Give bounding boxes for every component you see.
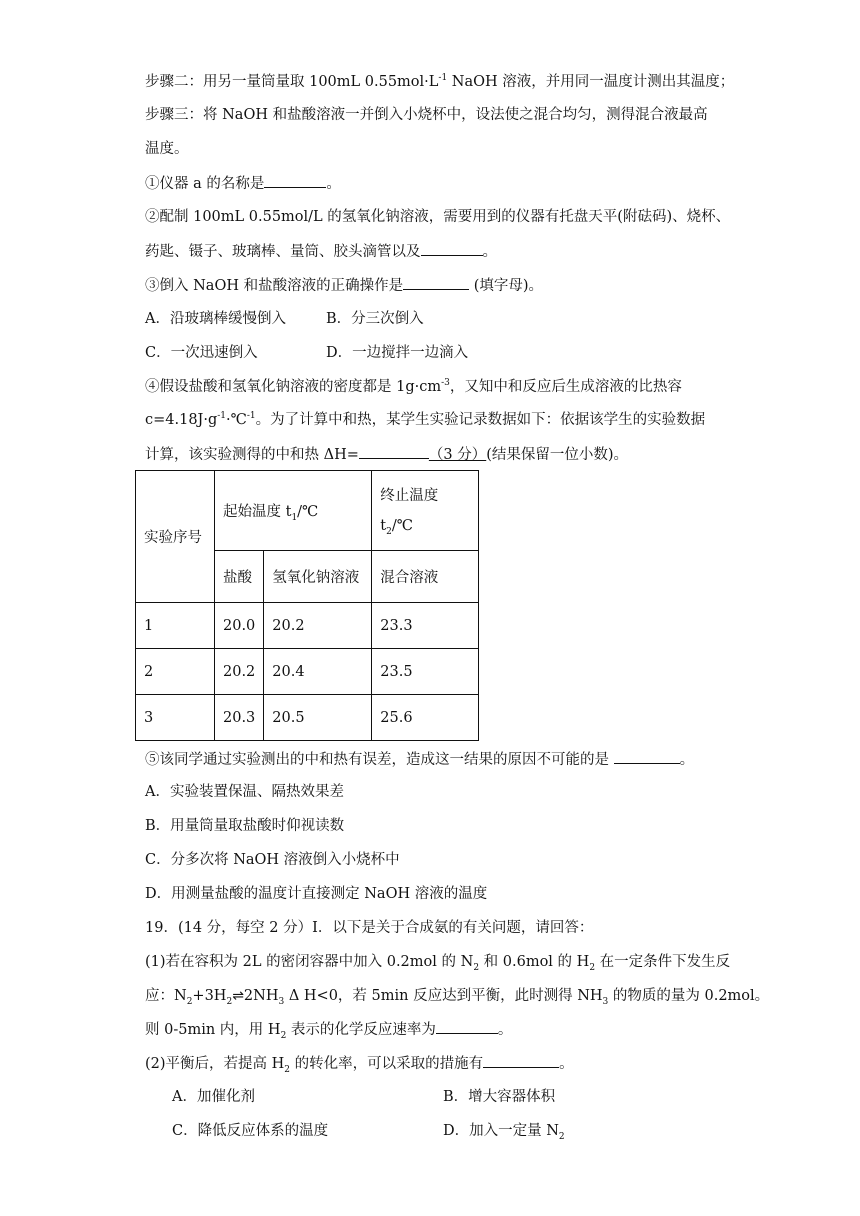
equilibrium-arrow-icon: ⇌ xyxy=(232,988,244,1004)
option-d: D．加入一定量 $N_2$ xyxy=(443,1123,565,1142)
step-three-line-1: 步骤三：将 NaOH 和盐酸溶液一并倒入小烧杯中，设法使之混合均匀，测得混合液最高 xyxy=(145,107,708,123)
question-2-line-1: ②配制 100mL 0.55mol/L 的氢氧化钠溶液，需要用到的仪器有托盘天平(附砝码)、烧杯、 xyxy=(145,209,731,225)
option-d: D．用测量盐酸的温度计直接测定 NaOH 溶液的温度 xyxy=(145,886,488,902)
answer-blank[interactable] xyxy=(421,241,483,256)
question-5: ⑤该同学通过实验测出的中和热有误差，造成这一结果的原因不可能的是 。 xyxy=(145,749,694,770)
answer-blank[interactable] xyxy=(483,1053,559,1068)
question-1: ①仪器 a 的名称是 。 xyxy=(145,173,341,194)
step-two-text: 步骤二：用另一量筒量取 100mL $0.55mol\cdot L^{-1}$ NaOH 溶液，并用同一温度计测出其温度； xyxy=(145,73,735,90)
option-c: C．降低反应体系的温度 xyxy=(172,1123,329,1139)
table-row: 2 20.2 20.4 23.5 xyxy=(136,649,479,695)
question-19-title: 19．(14 分，每空 2 分）Ⅰ．以下是关于合成氨的有关问题，请回答： xyxy=(145,920,594,936)
option-b: B．增大容器体积 xyxy=(443,1089,556,1105)
question-4-line-1: ④假设盐酸和氢氧化钠溶液的密度都是 $1g\cdot cm^{-3}$，又知中和反应后生成溶液的比热容 xyxy=(145,378,682,395)
answer-blank[interactable] xyxy=(436,1019,498,1034)
question-3: ③倒入 NaOH 和盐酸溶液的正确操作是 (填字母)。 xyxy=(145,275,543,296)
answer-blank[interactable] xyxy=(403,275,469,290)
option-b: B．用量筒量取盐酸时仰视读数 xyxy=(145,818,345,834)
table-row: 1 20.0 20.2 23.3 xyxy=(136,603,479,649)
question-19-part-1-line-3: 则 0-5min 内，用 $H_2$ 表示的化学反应速率为 。 xyxy=(145,1019,512,1040)
option-d: D．一边搅拌一边滴入 xyxy=(326,345,469,361)
table-row: 3 20.3 20.5 25.6 xyxy=(136,695,479,741)
question-19-part-1-line-2: 应：$N_2+3H_2\rightleftharpoons 2NH_3$ Δ H<0，若 5min 反应达到平衡，此时测得 $NH_3$ 的物质的量为 0.2mol。 xyxy=(145,988,770,1007)
header-seq: 实验序号 xyxy=(136,471,215,603)
option-c: C．一次迅速倒入 xyxy=(145,345,258,361)
option-a: A．沿玻璃棒缓慢倒入 xyxy=(145,311,286,327)
answer-blank[interactable] xyxy=(359,444,429,459)
question-4-line-3: 计算，该实验测得的中和热 ΔH= （3 分）(结果保留一位小数)。 xyxy=(145,444,628,465)
question-19-part-1-line-1: (1)若在容积为 2L 的密闭容器中加入 0.2mol 的 $N_2$ 和 0.6mol 的 $H_2$ 在一定条件下发生反 xyxy=(145,954,731,973)
option-a: A．实验装置保温、隔热效果差 xyxy=(145,784,344,800)
step-three-line-2: 温度。 xyxy=(145,141,189,157)
header-naoh: 氢氧化钠溶液 xyxy=(264,551,372,603)
header-start-temp: 起始温度 $t_1/℃$ xyxy=(215,471,372,551)
header-mix: 混合溶液 xyxy=(372,551,479,603)
answer-blank[interactable] xyxy=(264,173,326,188)
header-end-temp: 终止温度 $t_2/℃$ xyxy=(372,471,479,551)
experiment-data-table xyxy=(135,470,479,741)
question-2-line-2: 药匙、镊子、玻璃棒、量筒、胶头滴管以及 。 xyxy=(145,241,497,262)
question-4-line-2: $c=4.18J\cdot g^{-1}\cdot℃^{-1}$。为了计算中和热，某学生实验记录数据如下：依据该学生的实验数据 xyxy=(145,411,706,428)
option-a: A．加催化剂 xyxy=(172,1089,255,1105)
header-hcl: 盐酸 xyxy=(215,551,264,603)
question-19-part-2: (2)平衡后，若提高 $H_2$ 的转化率，可以采取的措施有 。 xyxy=(145,1053,574,1074)
answer-blank[interactable] xyxy=(614,749,680,764)
option-b: B．分三次倒入 xyxy=(326,311,424,327)
option-c: C．分多次将 NaOH 溶液倒入小烧杯中 xyxy=(145,852,400,868)
